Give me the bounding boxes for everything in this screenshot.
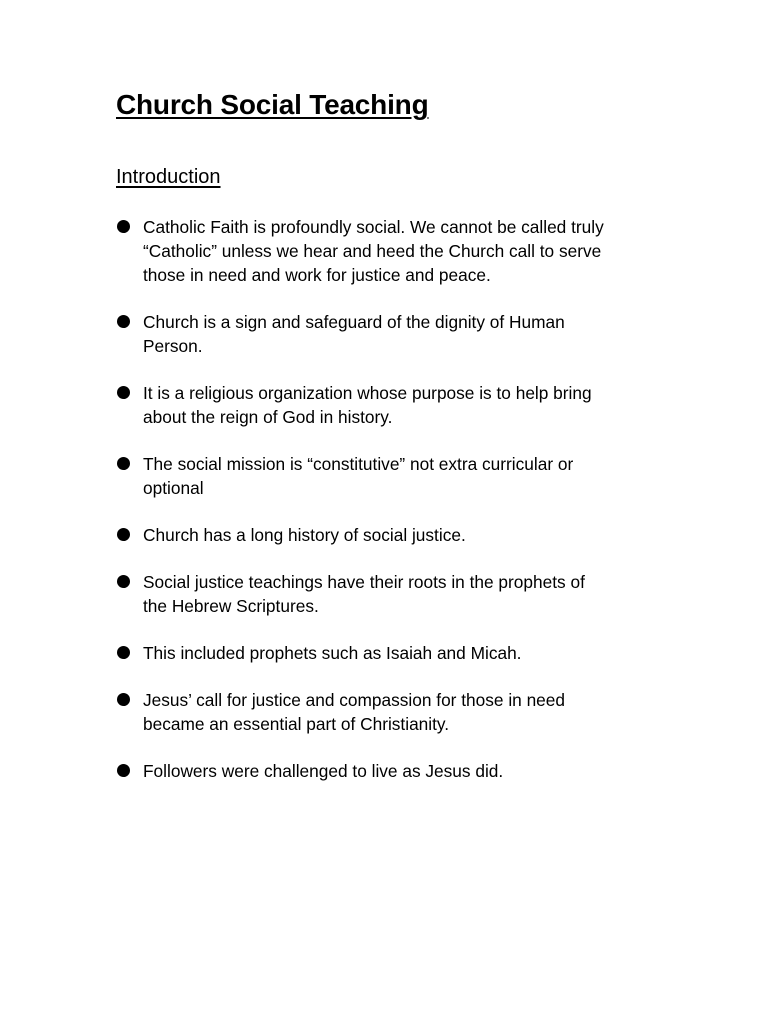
bullet-list	[116, 215, 676, 806]
bullet-icon	[117, 386, 130, 399]
list-item-text: Social justice teachings have their roots in the prophets of the Hebrew Scriptures.	[143, 572, 585, 616]
bullet-icon	[117, 575, 130, 588]
list-item-text: Church is a sign and safeguard of the dignity of Human Person.	[143, 312, 565, 356]
list-item	[116, 641, 676, 665]
list-item-text: Catholic Faith is profoundly social. We cannot be called truly “Catholic” unless we hear and heed the Church call to serve those in need and work for justice and peace.	[143, 217, 604, 285]
list-item-text: The social mission is “constitutive” not extra curricular or optional	[143, 454, 574, 498]
list-item-text: It is a religious organization whose purpose is to help bring about the reign of God in history.	[143, 383, 592, 427]
bullet-icon	[117, 315, 130, 328]
list-item	[116, 452, 676, 500]
list-item	[116, 759, 676, 783]
list-item-text: Followers were challenged to live as Jesus did.	[143, 761, 504, 781]
bullet-icon	[117, 764, 130, 777]
list-item-text: This included prophets such as Isaiah and Micah.	[143, 643, 522, 663]
list-item	[116, 570, 676, 618]
bullet-icon	[117, 220, 130, 233]
list-item-text: Jesus’ call for justice and compassion for those in need became an essential part of Christianity.	[143, 690, 566, 734]
list-item	[116, 523, 676, 547]
list-item	[116, 310, 676, 358]
list-item-text: Church has a long history of social justice.	[143, 525, 466, 545]
page-title: Church Social Teaching	[116, 89, 429, 120]
bullet-icon	[117, 457, 130, 470]
bullet-icon	[117, 528, 130, 541]
list-item	[116, 688, 676, 736]
bullet-icon	[117, 646, 130, 659]
list-item	[116, 381, 676, 429]
list-item	[116, 215, 676, 287]
section-heading-introduction: Introduction	[116, 166, 221, 188]
bullet-icon	[117, 693, 130, 706]
